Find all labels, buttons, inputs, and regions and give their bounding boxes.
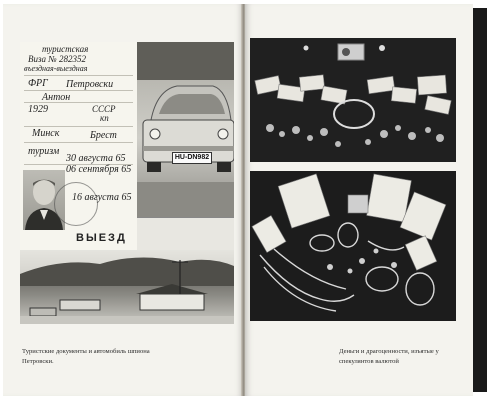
visa-surname: Петровски [66, 79, 114, 90]
collage-photo [20, 42, 234, 324]
visa-header-line2: Виза № 282352 [28, 54, 86, 64]
left-caption: Туристские документы и автомобиль шпиона Петровски. [22, 348, 150, 365]
round-stamp [54, 182, 98, 226]
visa-ussr-1: СССР [92, 104, 116, 114]
border-street-photo [20, 250, 234, 324]
visa-year: 1929 [28, 104, 48, 115]
visa-purpose: туризм [28, 146, 60, 157]
visa-document [20, 42, 138, 250]
visa-exit-word: ВЫЕЗД [76, 232, 127, 244]
visa-issue-date: 16 августа 65 [72, 192, 132, 203]
car-photo [137, 42, 234, 217]
money-jewelry-photo [250, 171, 456, 321]
visa-border-point: Брест [90, 130, 117, 141]
visa-city: Минск [32, 128, 60, 139]
left-page [3, 4, 243, 396]
right-caption: Деньги и драгоценности, изъятые у спекулянтов валютой [339, 348, 439, 365]
visa-date-to: 06 сентября 65 [66, 164, 132, 175]
license-plate: HU-DN982 [172, 152, 212, 164]
visa-header-line3: въездная-выездная [24, 64, 88, 73]
right-page [245, 4, 473, 396]
visa-first-name: Антон [42, 92, 71, 103]
car-detail-strip [137, 217, 234, 251]
back-cover-edge [473, 8, 487, 392]
visa-country: ФРГ [28, 78, 48, 89]
visa-ussr-2: кп [100, 113, 109, 123]
money-valuables-photo [250, 38, 456, 162]
visa-date-from: 30 августа 65 [66, 153, 126, 164]
visa-header-line1: туристская [42, 44, 89, 54]
